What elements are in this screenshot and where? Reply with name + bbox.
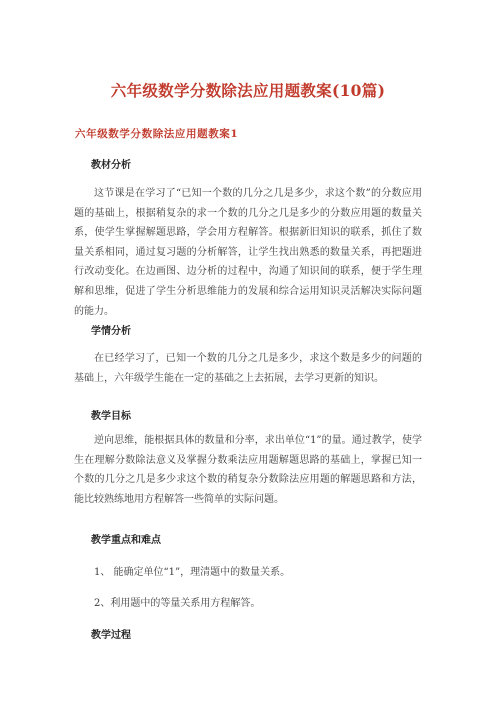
section-heading-teaching-goals: 教学目标 xyxy=(91,411,131,422)
section-paragraph-material-analysis: 这节课是在学习了“已知一个数的几分之几是多少，求这个数”的分数应用题的基础上，根据稍复杂的求一个数的几分之几是多少的分数应用题的数量关系，使学生掌握解题思路，学会用方程解答。根据新旧知识的联系，抓住了数量关系相同，通过复习题的分析解答，让学生找出熟悉的数量关系，再把题进行改动变化。在边画图、边分析的过程中，沟通了知识间的联系，便于学生理解和思维，促进了学生分析思维能力的发展和综合运用知识灵活解决实际问题的能力。 xyxy=(74,188,422,317)
document-title: 六年级数学分数除法应用题教案(10篇) xyxy=(110,81,386,100)
section-paragraph-teaching-goals: 逆向思维，能根据具体的数量和分率，求出单位“1”的量。通过教学，使学生在理解分数除法意义及掌握分数乘法应用题解题思路的基础上，掌握已知一个数的几分之几是多少求这个数的稍复杂分数除法应用题的解题思路和方法，能比较熟练地用方程解答一些简单的实际问题。 xyxy=(74,435,422,505)
section-paragraph-student-analysis: 在已经学习了，已知一个数的几分之几是多少，求这个数是多少的问题的基础上，六年级学生能在一定的基础之上去拓展，去学习更新的知识。 xyxy=(74,353,422,384)
section-heading-student-analysis: 学情分析 xyxy=(91,326,131,337)
section-heading-key-points: 教学重点和难点 xyxy=(91,535,161,546)
list-item: 2、利用题中的等量关系用方程解答。 xyxy=(94,598,261,609)
list-item: 1、 能确定单位“1”，理清题中的数量关系。 xyxy=(94,567,291,578)
section-heading-teaching-process: 教学过程 xyxy=(91,630,131,641)
article-title: 六年级数学分数除法应用题教案1 xyxy=(75,128,239,140)
section-heading-material-analysis: 教材分析 xyxy=(91,160,131,171)
